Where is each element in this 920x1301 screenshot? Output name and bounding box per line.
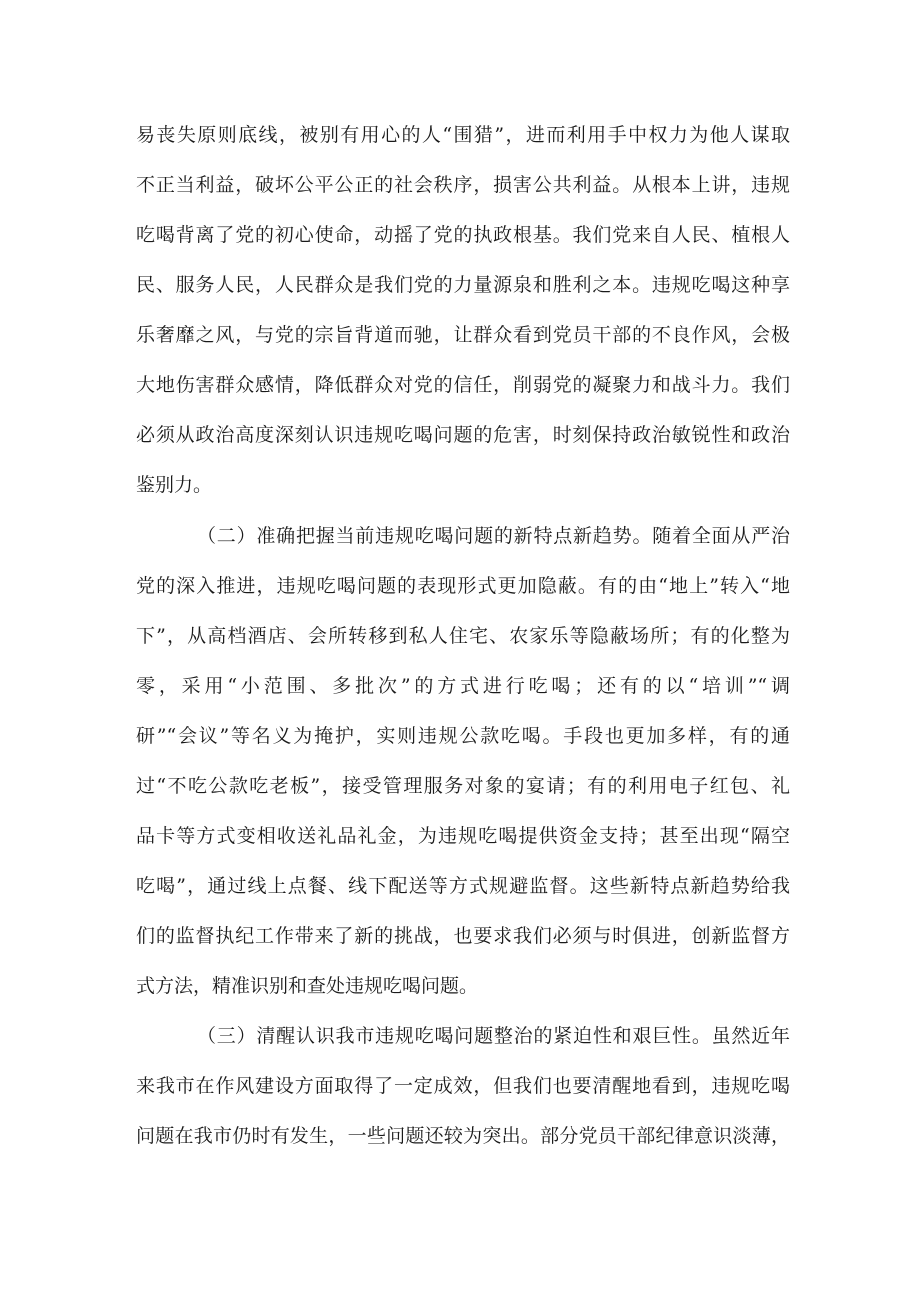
text-line: 鉴别力。 [136, 474, 213, 496]
text-line: 研”“会议”等名义为掩护，实则违规公款吃喝。手段也更加多样，有的通 [136, 725, 790, 747]
text-line: 式方法，精准识别和查处违规吃喝问题。 [136, 975, 479, 997]
section-heading-line: （三）清醒认识我市违规吃喝问题整治的紧迫性和艰巨性。虽然近年 [197, 1025, 790, 1047]
text-line: 易丧失原则底线，被别有用心的人“围猎”，进而利用手中权力为他人谋取 [136, 124, 790, 146]
text-line: 吃喝背离了党的初心使命，动摇了党的执政根基。我们党来自人民、植根人 [136, 224, 790, 246]
text-line: 大地伤害群众感情，降低群众对党的信任，削弱党的凝聚力和战斗力。我们 [136, 374, 790, 396]
text-line: 乐奢靡之风，与党的宗旨背道而驰，让群众看到党员干部的不良作风，会极 [136, 324, 790, 346]
text-line: 下”，从高档酒店、会所转移到私人住宅、农家乐等隐蔽场所；有的化整为 [136, 625, 790, 647]
text-line: 来我市在作风建设方面取得了一定成效，但我们也要清醒地看到，违规吃喝 [136, 1075, 790, 1097]
text-line: 民、服务人民，人民群众是我们党的力量源泉和胜利之本。违规吃喝这种享 [136, 274, 790, 296]
text-line: 吃喝”，通过线上点餐、线下配送等方式规避监督。这些新特点新趋势给我 [136, 875, 790, 897]
text-line: 品卡等方式变相收送礼品礼金，为违规吃喝提供资金支持；甚至出现“隔空 [136, 825, 790, 847]
text-line: 问题在我市仍时有发生，一些问题还较为突出。部分党员干部纪律意识淡薄， [136, 1125, 790, 1147]
text-line: 党的深入推进，违规吃喝问题的表现形式更加隐蔽。有的由“地上”转入“地 [136, 575, 790, 597]
text-line: 不正当利益，破坏公平公正的社会秩序，损害公共利益。从根本上讲，违规 [136, 174, 790, 196]
section-heading-line: （二）准确把握当前违规吃喝问题的新特点新趋势。随着全面从严治 [197, 525, 790, 547]
text-line: 过“不吃公款吃老板”，接受管理服务对象的宴请；有的利用电子红包、礼 [136, 775, 790, 797]
text-line: 必须从政治高度深刻认识违规吃喝问题的危害，时刻保持政治敏锐性和政治 [136, 424, 790, 446]
text-line: 零，采用“小范围、多批次”的方式进行吃喝；还有的以“培训”“调 [136, 675, 790, 697]
text-line: 们的监督执纪工作带来了新的挑战，也要求我们必须与时俱进，创新监督方 [136, 925, 790, 947]
